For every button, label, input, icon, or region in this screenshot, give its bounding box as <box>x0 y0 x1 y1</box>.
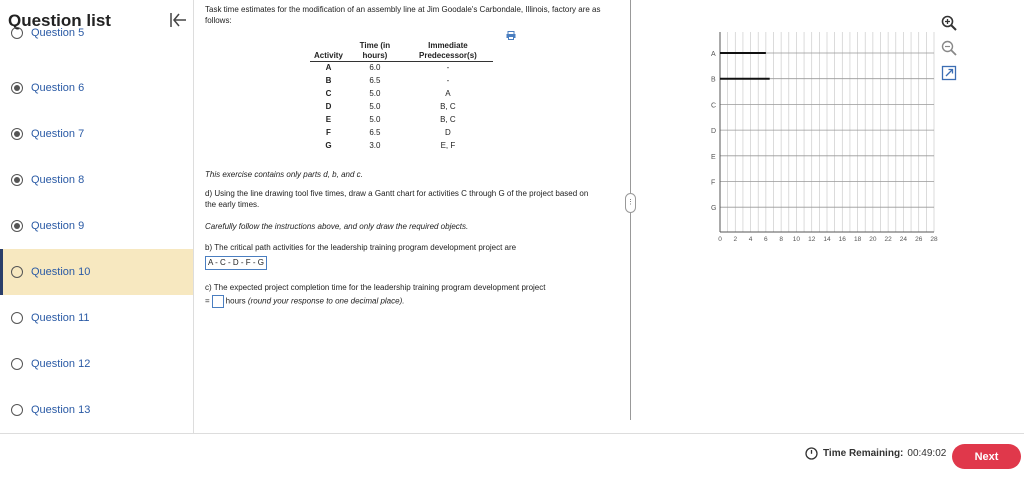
part-d-text: d) Using the line drawing tool five times, draw a Gantt chart for activities C through G of the project based on the early times. <box>205 189 589 209</box>
x-tick-label: 28 <box>930 236 938 243</box>
status-radio-icon <box>11 404 23 416</box>
x-tick-label: 20 <box>869 236 877 243</box>
table-cell: A <box>325 62 332 72</box>
question-list-item[interactable] <box>0 295 193 341</box>
collapse-sidebar-icon[interactable] <box>168 10 188 30</box>
task-time-table <box>310 41 493 153</box>
table-cell: G <box>325 140 332 150</box>
pane-resize-handle[interactable]: ⋮ <box>625 193 636 213</box>
table-cell: B, C <box>440 114 456 124</box>
col-header-predecessors: Immediate Predecessor(s) <box>403 41 493 62</box>
question-content <box>205 0 625 433</box>
status-radio-icon <box>11 220 23 232</box>
table-cell: E, F <box>440 140 456 150</box>
x-tick-label: 0 <box>718 236 722 243</box>
gantt-row-label: F <box>711 179 716 187</box>
graph-toolbar <box>940 14 962 89</box>
next-button[interactable]: Next <box>952 444 1021 469</box>
problem-intro: Task time estimates for the modification of an assembly line at Jim Goodale's Carbondale, Illinois, factory are as follows: <box>205 5 601 25</box>
rounding-hint: (round your response to one decimal place). <box>247 296 405 306</box>
status-radio-icon <box>11 312 23 324</box>
status-radio-icon <box>11 174 23 186</box>
x-tick-label: 10 <box>792 236 801 243</box>
question-label: Question 11 <box>31 312 90 324</box>
table-cell: B <box>325 75 332 85</box>
table-row <box>310 88 493 101</box>
question-list-item[interactable] <box>0 65 193 111</box>
x-tick-label: 26 <box>915 236 923 243</box>
x-tick-label: 14 <box>823 236 831 243</box>
table-row <box>310 62 493 75</box>
question-list-item[interactable] <box>0 341 193 387</box>
zoom-in-icon[interactable] <box>940 14 958 32</box>
x-tick-label: 2 <box>733 236 738 243</box>
question-list-item[interactable] <box>0 387 193 433</box>
table-cell: 3.0 <box>369 140 381 150</box>
question-list-item[interactable] <box>0 249 193 295</box>
question-label: Question 9 <box>31 220 85 232</box>
question-list-sidebar <box>0 0 194 433</box>
table-row <box>310 101 493 114</box>
footer-bar <box>0 433 1024 479</box>
caution-text: Carefully follow the instructions above, and only draw the required objects. <box>205 222 469 231</box>
table-row <box>310 114 493 127</box>
table-cell: 5.0 <box>369 101 381 111</box>
timer-label: Time Remaining: <box>823 448 904 459</box>
clock-icon <box>805 447 818 460</box>
col-header-activity: Activity <box>310 41 347 62</box>
part-b-text: b) The critical path activities for the leadership training program development project are <box>205 243 517 252</box>
table-cell: 6.5 <box>369 75 381 85</box>
table-header-row <box>310 41 493 62</box>
parts-note: This exercise contains only parts d, b, and c. <box>205 170 363 179</box>
gantt-row-label: G <box>711 205 717 213</box>
equals-sign: = <box>205 296 210 306</box>
x-tick-label: 12 <box>808 236 816 243</box>
table-cell: 5.0 <box>369 114 381 124</box>
sidebar-title: Question list <box>8 11 111 30</box>
completion-time-input[interactable] <box>212 295 224 308</box>
table-cell: B, C <box>440 101 456 111</box>
question-list-item[interactable] <box>0 203 193 249</box>
table-cell: 6.5 <box>369 127 381 137</box>
question-label: Question 10 <box>31 266 91 278</box>
col-header-time: Time (in hours) <box>347 41 403 62</box>
gantt-row-label: B <box>711 76 716 84</box>
status-radio-icon <box>11 266 23 278</box>
timer-value: 00:49:02 <box>907 448 947 459</box>
gantt-chart[interactable] <box>700 30 940 245</box>
x-tick-label: 4 <box>748 236 753 243</box>
question-list-item[interactable] <box>0 157 193 203</box>
x-tick-label: 8 <box>779 236 783 243</box>
question-label: Question 13 <box>31 404 91 416</box>
table-cell: C <box>325 88 332 98</box>
critical-path-answer[interactable]: A - C - D - F - G <box>205 256 267 270</box>
table-cell: - <box>446 75 450 85</box>
print-icon[interactable] <box>506 31 516 40</box>
x-tick-label: 6 <box>764 236 768 243</box>
question-label: Question 7 <box>31 128 85 140</box>
expand-icon[interactable] <box>940 64 958 82</box>
table-cell: - <box>446 62 450 72</box>
time-remaining <box>805 447 946 460</box>
x-tick-label: 24 <box>899 236 908 243</box>
x-tick-label: 22 <box>884 236 892 243</box>
question-label: Question 5 <box>31 27 85 39</box>
table-row <box>310 140 493 153</box>
gantt-row-label: C <box>711 102 717 110</box>
gantt-row-label: D <box>711 128 717 136</box>
question-list-item[interactable] <box>0 111 193 157</box>
gantt-row-label: A <box>711 51 716 58</box>
table-cell: D <box>325 101 332 111</box>
status-radio-icon <box>11 358 23 370</box>
x-tick-label: 16 <box>838 236 846 243</box>
table-cell: 6.0 <box>369 62 381 72</box>
part-c-text: c) The expected project completion time for the leadership training program development project <box>205 283 546 292</box>
status-radio-icon <box>11 128 23 140</box>
question-label: Question 6 <box>31 82 85 94</box>
x-tick-label: 18 <box>853 236 862 243</box>
question-label: Question 8 <box>31 174 85 186</box>
table-cell: D <box>445 127 451 137</box>
hours-label: hours <box>225 296 246 306</box>
table-row <box>310 75 493 88</box>
question-list-item-clipped[interactable] <box>11 27 91 46</box>
status-radio-icon <box>11 82 23 94</box>
table-row <box>310 127 493 140</box>
table-cell: 5.0 <box>369 88 381 98</box>
question-label: Question 12 <box>31 358 91 370</box>
table-cell: A <box>445 88 451 98</box>
table-cell: F <box>326 127 331 137</box>
zoom-out-icon[interactable] <box>940 39 958 57</box>
table-cell: E <box>325 114 332 124</box>
gantt-row-label: E <box>711 153 716 161</box>
